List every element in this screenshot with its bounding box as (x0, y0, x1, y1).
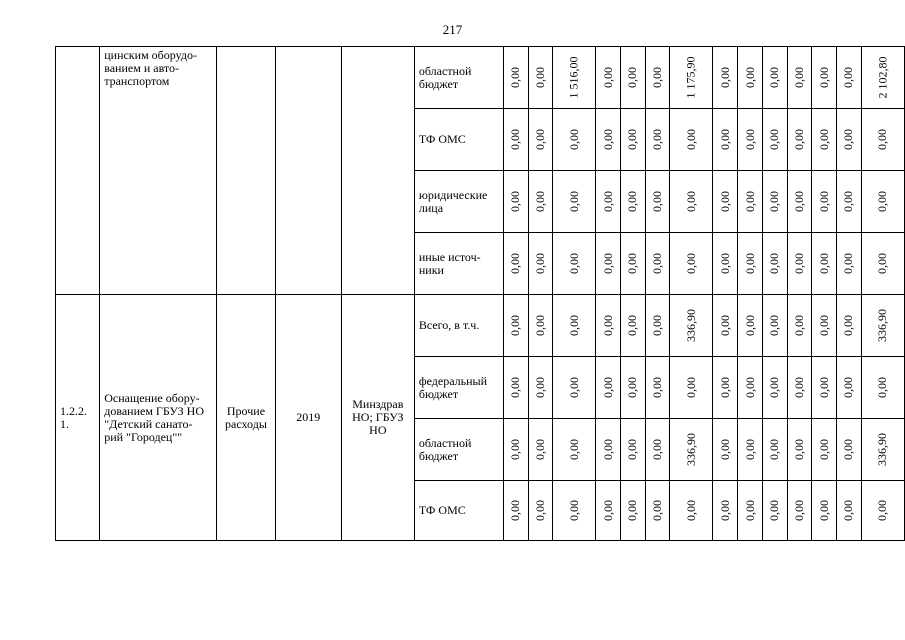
value-cell (787, 481, 812, 541)
value-text: 0,00 (508, 315, 523, 336)
value-cell (713, 47, 738, 109)
value-cell (787, 419, 812, 481)
value-cell (861, 233, 904, 295)
value-cell (596, 171, 621, 233)
value-text: 0,00 (532, 253, 547, 274)
value-text: 0,00 (767, 191, 782, 212)
value-cell (620, 171, 645, 233)
value-text: 0,00 (650, 500, 665, 521)
value-text: 0,00 (625, 129, 640, 150)
value-text: 0,00 (625, 253, 640, 274)
value-cell (528, 233, 553, 295)
value-text: 0,00 (650, 129, 665, 150)
value-cell (738, 481, 763, 541)
value-text: 0,00 (650, 315, 665, 336)
value-cell (645, 109, 670, 171)
value-cell (503, 171, 528, 233)
value-text: 0,00 (600, 439, 615, 460)
value-cell (503, 357, 528, 419)
value-cell (861, 419, 904, 481)
value-cell (528, 481, 553, 541)
value-cell (670, 295, 713, 357)
value-text: 0,00 (742, 315, 757, 336)
value-cell (738, 109, 763, 171)
value-cell (787, 171, 812, 233)
value-text: 0,00 (532, 67, 547, 88)
value-text: 0,00 (841, 191, 856, 212)
value-cell (596, 357, 621, 419)
value-text: 0,00 (566, 253, 581, 274)
value-cell (787, 295, 812, 357)
value-cell (596, 233, 621, 295)
value-cell (812, 419, 837, 481)
value-text: 0,00 (566, 191, 581, 212)
value-cell (738, 419, 763, 481)
value-text: 0,00 (742, 67, 757, 88)
value-text: 0,00 (717, 253, 732, 274)
value-text: 0,00 (742, 129, 757, 150)
value-text: 0,00 (841, 315, 856, 336)
value-cell (738, 357, 763, 419)
value-text: 0,00 (841, 500, 856, 521)
value-cell (670, 171, 713, 233)
value-text: 0,00 (841, 253, 856, 274)
value-text: 0,00 (742, 500, 757, 521)
value-cell (670, 481, 713, 541)
value-cell (503, 295, 528, 357)
value-cell (596, 419, 621, 481)
value-cell (837, 419, 862, 481)
funding-source: областной бюджет (414, 419, 503, 481)
value-cell (670, 47, 713, 109)
value-text: 2 102,80 (875, 56, 890, 99)
value-text: 0,00 (566, 129, 581, 150)
value-text: 0,00 (767, 67, 782, 88)
measure-code: 1.2.2. 1. (56, 295, 100, 541)
value-cell (713, 419, 738, 481)
value-text: 0,00 (875, 253, 890, 274)
value-cell (670, 419, 713, 481)
value-cell (596, 295, 621, 357)
value-text: 0,00 (650, 67, 665, 88)
value-text: 336,90 (875, 433, 890, 466)
value-cell (812, 357, 837, 419)
value-text: 0,00 (717, 315, 732, 336)
value-cell (787, 109, 812, 171)
value-text: 0,00 (742, 191, 757, 212)
value-cell (528, 357, 553, 419)
value-text: 1 175,90 (683, 56, 698, 99)
value-cell (596, 481, 621, 541)
value-cell (812, 171, 837, 233)
value-text: 0,00 (816, 253, 831, 274)
value-cell (620, 233, 645, 295)
value-cell (553, 233, 596, 295)
value-text: 0,00 (875, 500, 890, 521)
value-text: 0,00 (600, 315, 615, 336)
value-text: 0,00 (767, 253, 782, 274)
value-text: 0,00 (625, 191, 640, 212)
value-text: 0,00 (767, 500, 782, 521)
value-cell (713, 295, 738, 357)
value-cell (670, 233, 713, 295)
value-text: 0,00 (625, 67, 640, 88)
value-cell (762, 47, 787, 109)
value-text: 0,00 (650, 377, 665, 398)
value-cell (553, 357, 596, 419)
value-cell (738, 295, 763, 357)
value-text: 0,00 (566, 500, 581, 521)
value-cell (762, 109, 787, 171)
value-cell (645, 295, 670, 357)
value-cell (713, 171, 738, 233)
value-text: 0,00 (816, 439, 831, 460)
funding-source: юридические лица (414, 171, 503, 233)
value-text: 0,00 (532, 500, 547, 521)
value-text: 0,00 (717, 67, 732, 88)
value-cell (553, 295, 596, 357)
value-cell (837, 109, 862, 171)
value-text: 0,00 (532, 191, 547, 212)
value-cell (503, 419, 528, 481)
expense-type-cell (217, 47, 276, 295)
value-cell (528, 109, 553, 171)
value-cell (528, 295, 553, 357)
value-cell (620, 419, 645, 481)
value-cell (553, 419, 596, 481)
expense-type: Прочие расходы (217, 295, 276, 541)
value-cell (762, 419, 787, 481)
value-cell (861, 47, 904, 109)
value-text: 336,90 (683, 309, 698, 342)
value-text: 0,00 (508, 439, 523, 460)
table-row (56, 47, 905, 109)
value-text: 0,00 (767, 129, 782, 150)
value-text: 0,00 (875, 191, 890, 212)
value-text: 0,00 (600, 500, 615, 521)
value-text: 0,00 (816, 191, 831, 212)
value-text: 0,00 (717, 500, 732, 521)
value-text: 0,00 (875, 129, 890, 150)
value-text: 0,00 (625, 377, 640, 398)
value-cell (812, 233, 837, 295)
budget-table (55, 46, 905, 541)
value-cell (738, 47, 763, 109)
page-number: 217 (442, 22, 463, 37)
value-cell (837, 481, 862, 541)
funding-source: ТФ ОМС (414, 109, 503, 171)
value-text: 0,00 (767, 377, 782, 398)
value-text: 0,00 (566, 377, 581, 398)
value-text: 0,00 (508, 500, 523, 521)
value-cell (670, 357, 713, 419)
value-cell (645, 419, 670, 481)
value-cell (670, 109, 713, 171)
value-cell (762, 357, 787, 419)
value-cell (645, 481, 670, 541)
funding-source: Всего, в т.ч. (414, 295, 503, 357)
value-text: 0,00 (625, 315, 640, 336)
value-cell (812, 295, 837, 357)
value-text: 0,00 (792, 315, 807, 336)
value-cell (787, 47, 812, 109)
value-text: 0,00 (683, 129, 698, 150)
value-text: 0,00 (792, 377, 807, 398)
funding-source: ТФ ОМС (414, 481, 503, 541)
value-text: 0,00 (532, 439, 547, 460)
value-text: 0,00 (792, 191, 807, 212)
value-text: 0,00 (717, 191, 732, 212)
value-cell (503, 109, 528, 171)
value-text: 0,00 (792, 500, 807, 521)
value-text: 0,00 (566, 315, 581, 336)
value-cell (837, 357, 862, 419)
value-text: 0,00 (816, 129, 831, 150)
value-text: 0,00 (742, 377, 757, 398)
code-cell (56, 47, 100, 295)
value-text: 0,00 (683, 191, 698, 212)
value-cell (812, 109, 837, 171)
value-cell (553, 109, 596, 171)
value-cell (620, 357, 645, 419)
value-cell (861, 109, 904, 171)
value-cell (837, 295, 862, 357)
value-cell (861, 357, 904, 419)
value-text: 0,00 (566, 439, 581, 460)
value-text: 0,00 (600, 253, 615, 274)
value-text: 0,00 (792, 439, 807, 460)
value-cell (812, 47, 837, 109)
value-cell (787, 233, 812, 295)
value-text: 0,00 (650, 191, 665, 212)
value-text: 336,90 (683, 433, 698, 466)
value-text: 0,00 (717, 377, 732, 398)
value-text: 0,00 (508, 129, 523, 150)
value-text: 0,00 (625, 439, 640, 460)
year: 2019 (275, 295, 341, 541)
value-text: 0,00 (742, 439, 757, 460)
value-cell (861, 171, 904, 233)
value-cell (645, 171, 670, 233)
funding-source: областной бюджет (414, 47, 503, 109)
value-cell (528, 419, 553, 481)
value-text: 0,00 (508, 377, 523, 398)
measure-name: цинским оборудо- ванием и авто- транспортом (100, 47, 217, 295)
value-cell (645, 233, 670, 295)
value-cell (837, 171, 862, 233)
funding-source: иные источ-ники (414, 233, 503, 295)
value-cell (553, 481, 596, 541)
value-cell (503, 233, 528, 295)
value-text: 0,00 (816, 67, 831, 88)
value-cell (861, 295, 904, 357)
value-text: 0,00 (841, 129, 856, 150)
year-cell (275, 47, 341, 295)
value-cell (503, 481, 528, 541)
value-text: 0,00 (600, 377, 615, 398)
value-text: 0,00 (650, 439, 665, 460)
value-text: 0,00 (816, 315, 831, 336)
value-text: 0,00 (600, 191, 615, 212)
value-text: 0,00 (532, 129, 547, 150)
value-text: 0,00 (683, 377, 698, 398)
value-cell (837, 233, 862, 295)
value-cell (553, 171, 596, 233)
value-text: 0,00 (532, 315, 547, 336)
value-cell (620, 47, 645, 109)
value-text: 0,00 (816, 500, 831, 521)
executor: Минздрав НО; ГБУЗ НО (341, 295, 414, 541)
value-cell (787, 357, 812, 419)
value-text: 0,00 (792, 129, 807, 150)
executor-cell (341, 47, 414, 295)
value-text: 0,00 (508, 253, 523, 274)
value-cell (645, 47, 670, 109)
value-cell (762, 171, 787, 233)
value-cell (812, 481, 837, 541)
value-cell (620, 481, 645, 541)
value-cell (762, 295, 787, 357)
value-cell (528, 47, 553, 109)
value-text: 0,00 (683, 500, 698, 521)
value-cell (620, 109, 645, 171)
value-cell (713, 481, 738, 541)
value-text: 0,00 (875, 377, 890, 398)
value-cell (596, 109, 621, 171)
value-text: 0,00 (792, 67, 807, 88)
value-cell (528, 171, 553, 233)
value-cell (713, 233, 738, 295)
value-text: 0,00 (792, 253, 807, 274)
value-cell (762, 481, 787, 541)
value-cell (837, 47, 862, 109)
value-cell (713, 357, 738, 419)
value-cell (596, 47, 621, 109)
value-cell (503, 47, 528, 109)
value-cell (762, 233, 787, 295)
value-cell (861, 481, 904, 541)
value-text: 1 516,00 (566, 56, 581, 99)
value-cell (738, 233, 763, 295)
value-cell (553, 47, 596, 109)
value-cell (738, 171, 763, 233)
value-text: 0,00 (841, 67, 856, 88)
value-text: 0,00 (767, 439, 782, 460)
measure-name: Оснащение обору- дованием ГБУЗ НО "Детский санато- рий "Городец"" (100, 295, 217, 541)
table-row (56, 295, 905, 357)
value-text: 0,00 (717, 439, 732, 460)
value-cell (645, 357, 670, 419)
funding-source: федеральный бюджет (414, 357, 503, 419)
value-text: 0,00 (508, 67, 523, 88)
value-text: 0,00 (841, 377, 856, 398)
value-text: 0,00 (742, 253, 757, 274)
value-text: 0,00 (600, 129, 615, 150)
value-text: 0,00 (625, 500, 640, 521)
value-text: 336,90 (875, 309, 890, 342)
value-text: 0,00 (650, 253, 665, 274)
value-cell (620, 295, 645, 357)
value-text: 0,00 (767, 315, 782, 336)
value-text: 0,00 (683, 253, 698, 274)
value-text: 0,00 (532, 377, 547, 398)
value-cell (713, 109, 738, 171)
value-text: 0,00 (816, 377, 831, 398)
value-text: 0,00 (841, 439, 856, 460)
value-text: 0,00 (600, 67, 615, 88)
value-text: 0,00 (508, 191, 523, 212)
value-text: 0,00 (717, 129, 732, 150)
